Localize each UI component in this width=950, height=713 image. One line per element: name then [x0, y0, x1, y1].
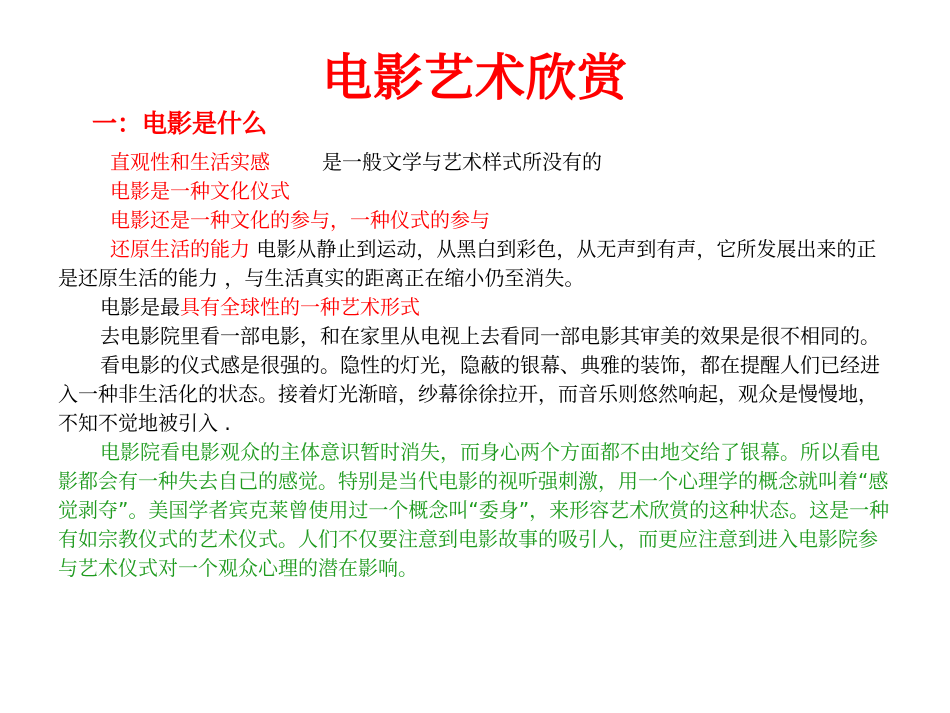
para-audience-psychology: 电影院看电影观众的主体意识暂时消失，而身心两个方面都不由地交给了银幕。所以看电影都会有一种失去自己的感觉。特别是当代电影的视听强刺激，用一个心理学的概念就叫着“感觉剥夺”。美国学者宾克莱曾使用过一个概念叫“委身”，来形容艺术欣赏的这种状态。这是一种有如宗教仪式的艺术仪式。人们不仅要注意到电影故事的吸引人，而更应注意到进入电影院参与艺术仪式对一个观众心理的潜在影响。	[58, 440, 890, 580]
para-ritual-sense: 看电影的仪式感是很强的。隐性的灯光，隐蔽的银幕、典雅的装饰，都在提醒人们已经进入一种非生活化的状态。接着灯光渐暗，纱幕徐徐拉开，而音乐则悠然响起，观众是慢慢地，不知不觉地被引入 .	[58, 353, 880, 435]
term-direct-realism: 直观性和生活实感	[110, 150, 270, 174]
global-art-prefix: 电影是最	[100, 295, 180, 319]
para-cinema-vs-tv: 去电影院里看一部电影，和在家里从电视上去看同一部电影其审美的效果是很不相同的。	[100, 324, 880, 348]
line-direct-realism	[58, 148, 894, 177]
page-title: 电影艺术欣赏	[322, 49, 628, 107]
restore-life-desc: 电影从静止到运动，从黑白到彩色，从无声到有声，它所发展出来的正是还原生活的能力 ，与生活真实的距离正在缩小仍至消失。	[58, 237, 877, 290]
section-heading: 一：电影是什么	[92, 109, 268, 138]
body-text	[58, 148, 894, 583]
line-cultural-ritual: 电影是一种文化仪式	[110, 179, 290, 203]
term-restore-life: 还原生活的能力	[110, 237, 250, 261]
direct-realism-desc: 是一般文学与艺术样式所没有的	[322, 150, 602, 174]
para-restore-life	[58, 235, 894, 293]
line-global-art	[58, 293, 894, 322]
line-cultural-participation: 电影还是一种文化的参与，一种仪式的参与	[110, 208, 490, 232]
term-global-art: 具有全球性的一种艺术形式	[180, 295, 420, 319]
